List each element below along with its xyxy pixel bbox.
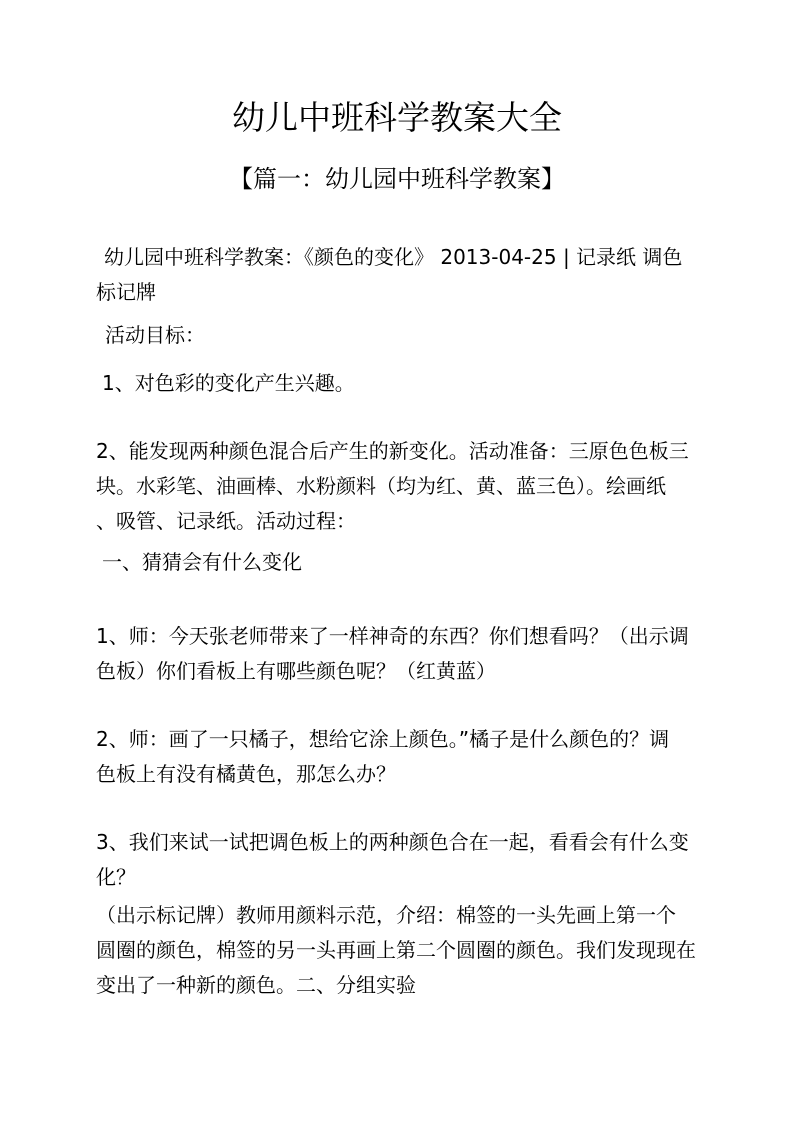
step-item-1-line: 色板）你们看板上有哪些颜色呢？（红黄蓝） [96, 659, 496, 683]
step-item-3-line: 3、我们来试一试把调色板上的两种颜色合在一起，看看会有什么变 [96, 830, 689, 854]
step-heading [96, 545, 702, 580]
demo-paragraph-line: 变出了一种新的颜色。二、分组实验 [96, 973, 416, 997]
lesson-header [96, 240, 702, 310]
step-item-2-line: 2、师：画了一只橘子，想给它涂上颜色。”橘子是什么颜色的？调 [96, 727, 670, 751]
lesson-header-line: 标记牌 [96, 280, 156, 304]
goal-heading [96, 318, 702, 353]
goal-item-2-line: 块。水彩笔、油画棒、水粉颜料（均为红、黄、蓝三色）。绘画纸 [96, 474, 666, 498]
step-item-1-line: 1、师：今天张老师带来了一样神奇的东西？你们想看吗？（出示调 [96, 624, 689, 648]
document-subtitle: 【篇一：幼儿园中班科学教案】 [229, 165, 565, 193]
step-item-2-line: 色板上有没有橘黄色，那怎么办？ [96, 762, 396, 786]
goal-item-2-line: 、吸管、记录纸。活动过程： [96, 509, 356, 533]
step-item-1 [96, 619, 702, 689]
step-item-3-line: 化？ [96, 865, 136, 889]
document-title: 幼儿中班科学教案大全 [232, 98, 562, 137]
lesson-header-line: 幼儿园中班科学教案：《颜色的变化》 2013-04-25 | 记录纸 调色 [104, 245, 683, 269]
goal-item-1-text: 1、对色彩的变化产生兴趣。 [102, 371, 355, 395]
demo-paragraph-line: （出示标记牌）教师用颜料示范，介绍：棉签的一头先画上第一个 [96, 903, 676, 927]
demo-paragraph [96, 898, 702, 1003]
goal-item-2 [96, 434, 702, 539]
step-heading-text: 一、猜猜会有什么变化 [102, 550, 302, 574]
goal-item-2-line: 2、能发现两种颜色混合后产生的新变化。活动准备：三原色色板三 [96, 439, 689, 463]
goal-item-1 [96, 366, 702, 401]
step-item-3 [96, 825, 702, 895]
step-item-2 [96, 722, 702, 792]
goal-heading-text: 活动目标： [105, 323, 205, 347]
demo-paragraph-line: 圆圈的颜色，棉签的另一头再画上第二个圆圈的颜色。我们发现现在 [96, 938, 696, 962]
